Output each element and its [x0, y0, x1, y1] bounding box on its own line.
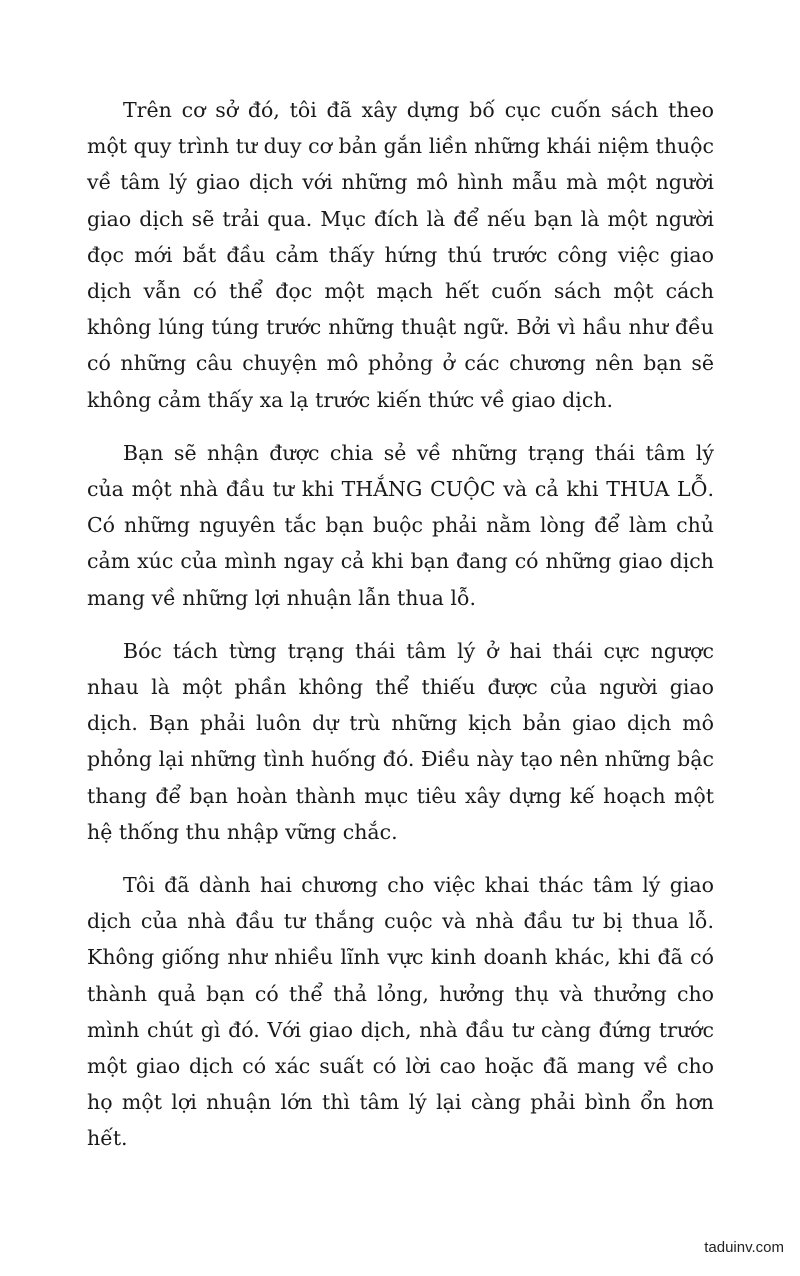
- paragraph-1: Trên cơ sở đó, tôi đã xây dựng bố cục cuốn sách theo một quy trình tư duy cơ bản gắn liền những khái niệm thuộc về tâm lý giao dịch với những mô hình mẫu mà một người giao dịch sẽ trải qua. Mục đích là để nếu bạn là một người đọc mới bắt đầu cảm thấy hứng thú trước công việc giao dịch vẫn có thể đọc một mạch hết cuốn sách một cách không lúng túng trước những thuật ngữ. Bởi vì hầu như đều có những câu chuyện mô phỏng ở các chương nên bạn sẽ không cảm thấy xa lạ trước kiến thức về giao dịch.: [87, 98, 714, 412]
- paragraph-4: Tôi đã dành hai chương cho việc khai thác tâm lý giao dịch của nhà đầu tư thắng cuộc và nhà đầu tư bị thua lỗ. Không giống như nhiều lĩnh vực kinh doanh khác, khi đã có thành quả bạn có thể thả lỏng, hưởng thụ và thưởng cho mình chút gì đó. Với giao dịch, nhà đầu tư càng đứng trước một giao dịch có xác suất có lời cao hoặc đã mang về cho họ một lợi nhuận lớn thì tâm lý lại càng phải bình ổn hơn hết.: [87, 873, 714, 1151]
- paragraph-2: Bạn sẽ nhận được chia sẻ về những trạng thái tâm lý của một nhà đầu tư khi THẮNG CUỘC và cả khi THUA LỖ. Có những nguyên tắc bạn buộc phải nằm lòng để làm chủ cảm xúc của mình ngay cả khi bạn đang có những giao dịch mang về những lợi nhuận lẫn thua lỗ.: [87, 440, 714, 610]
- site-watermark: taduinv.com: [704, 1239, 784, 1256]
- paragraph-3: Bóc tách từng trạng thái tâm lý ở hai thái cực ngược nhau là một phần không thể thiếu được của người giao dịch. Bạn phải luôn dự trù những kịch bản giao dịch mô phỏng lại những tình huống đó. Điều này tạo nên những bậc thang để bạn hoàn thành mục tiêu xây dựng kế hoạch một hệ thống thu nhập vững chắc.: [87, 638, 714, 844]
- page-body: [87, 92, 714, 1174]
